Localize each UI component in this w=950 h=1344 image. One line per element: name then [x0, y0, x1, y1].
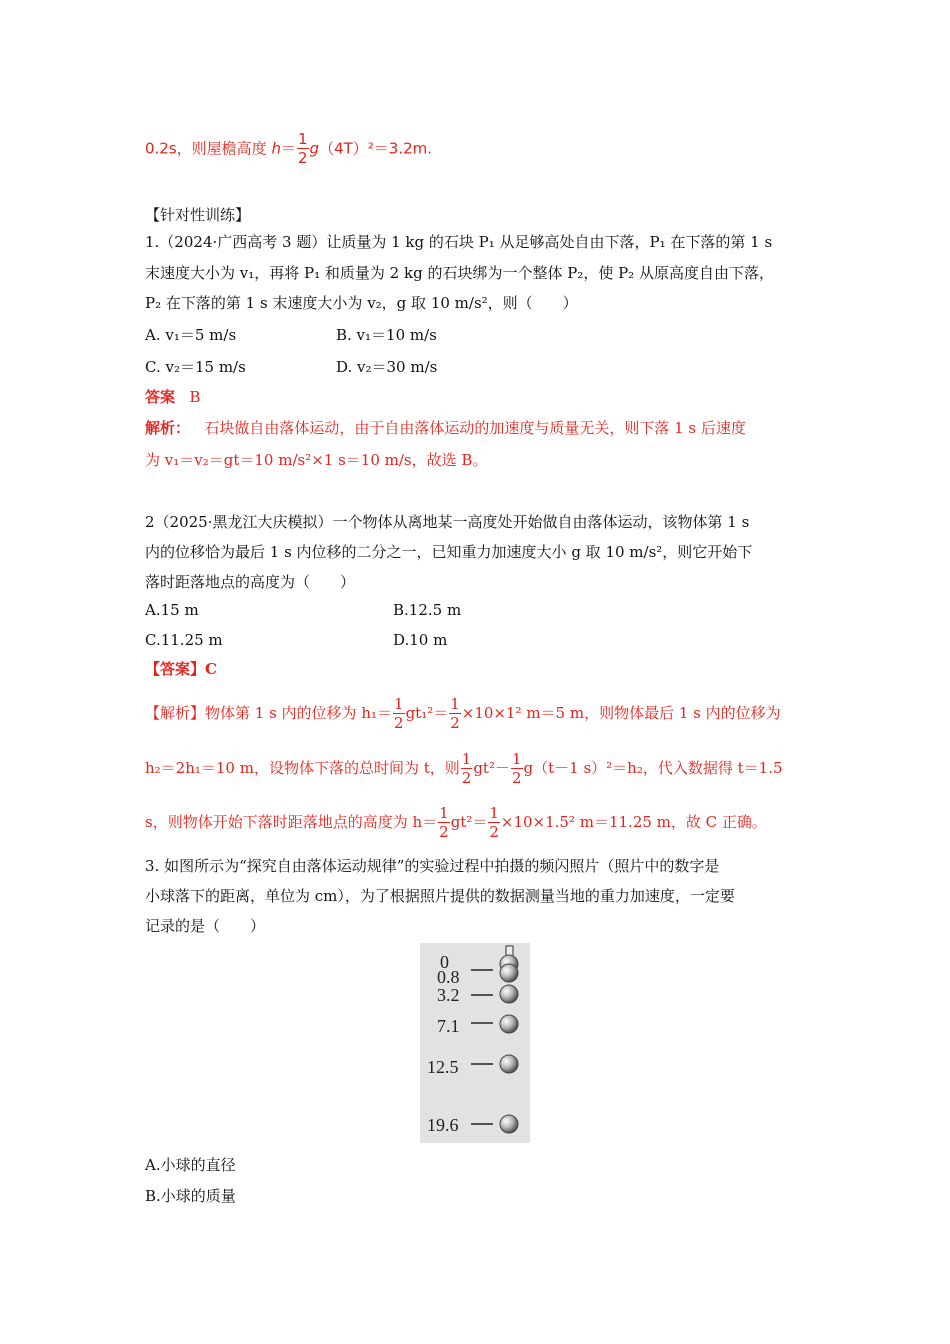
distance-label-5: 19.6 [427, 1115, 459, 1135]
strobe-photo [420, 943, 530, 1143]
distance-label-0: 0 [440, 952, 449, 972]
frac-num: 1 [489, 804, 499, 822]
q1-answer-value: B [189, 388, 201, 406]
q1-line-1: 1.（2024·广西高考 3 题）让质量为 1 kg 的石块 P₁ 从足够高处自由下落，P₁ 在下落的第 1 s [145, 233, 773, 251]
q1-line-2: 末速度大小为 v₁，再将 P₁ 和质量为 2 kg 的石块绑为一个整体 P₂，使 P₂ 从原高度自由下落， [145, 264, 774, 282]
q2-analysis-3c: ×10×1.5² m＝11.25 m，故 C 正确。 [500, 813, 767, 831]
q2-analysis-2b: gt²－ [473, 759, 510, 777]
q3-line-2: 小球落下的距离，单位为 cm），为了根据照片提供的数据测量当地的重力加速度，一定要 [145, 887, 735, 905]
ball-5 [500, 1115, 518, 1133]
fraction-half [297, 132, 309, 166]
fraction-half [461, 752, 473, 786]
q3-option-b[interactable]: B.小球的质量 [145, 1187, 236, 1205]
fraction-half [393, 697, 405, 731]
distance-label-1: 0.8 [437, 967, 460, 987]
frac-den: 2 [439, 823, 449, 841]
frac-num: 1 [450, 695, 460, 713]
fraction-half [438, 806, 450, 840]
frac-num: 1 [461, 750, 472, 768]
q2-analysis-3b: gt²＝ [450, 813, 488, 831]
q2-line-2: 内的位移恰为最后 1 s 内位移的二分之一，已知重力加速度大小 g 取 10 m/s²，则它开始下 [145, 543, 753, 561]
distance-label-3: 7.1 [437, 1016, 460, 1036]
ball-2 [500, 985, 518, 1003]
ball-3 [500, 1015, 518, 1033]
q2-analysis-2a: h₂＝2h₁＝10 m，设物体下落的总时间为 t，则 [145, 759, 460, 777]
q1-analysis-label: 解析： [145, 419, 191, 437]
frac-den: 2 [450, 714, 460, 732]
frac-den: 2 [297, 149, 308, 167]
q2-option-d[interactable]: D.10 m [393, 631, 448, 649]
frac-num: 1 [297, 130, 308, 148]
frac-den: 2 [489, 823, 499, 841]
q2-analysis-1 [145, 694, 781, 732]
distance-label-2: 3.2 [437, 985, 460, 1005]
strobe-photo-svg [420, 943, 530, 1143]
frac-num: 1 [511, 750, 522, 768]
frac-den: 2 [511, 769, 522, 787]
ball-holder [506, 946, 513, 956]
fraction-half [449, 697, 461, 731]
fraction-half [488, 806, 500, 840]
intro-eq: ＝ [280, 139, 296, 158]
q2-analysis-1b: gt₁²＝ [405, 704, 449, 722]
frac-den: 2 [394, 714, 404, 732]
q2-analysis-label: 【解析】 [145, 704, 206, 722]
q1-line-3: P₂ 在下落的第 1 s 末速度大小为 v₂，g 取 10 m/s²，则（ ） [145, 294, 578, 312]
q1-option-c[interactable]: C. v₂＝15 m/s [145, 358, 246, 376]
q2-line-3: 落时距落地点的高度为（ ） [145, 573, 356, 591]
ball-1 [500, 964, 518, 982]
q2-answer: 【答案】C [145, 660, 217, 678]
distance-label-4: 12.5 [427, 1057, 459, 1077]
q1-analysis-1 [145, 418, 746, 438]
q2-option-a[interactable]: A.15 m [145, 601, 199, 619]
frac-num: 1 [394, 695, 404, 713]
q1-analysis-text-1: 石块做自由落体运动，由于自由落体运动的加速度与质量无关，则下落 1 s 后速度 [204, 419, 746, 437]
ball-4 [500, 1055, 518, 1073]
intro-g: g [309, 139, 320, 158]
q1-option-b[interactable]: B. v₁＝10 m/s [336, 326, 437, 344]
intro-line [145, 132, 432, 166]
q2-analysis-3 [145, 803, 767, 841]
intro-h: h [271, 139, 281, 158]
q2-line-1: 2（2025·黑龙江大庆模拟）一个物体从离地某一高度处开始做自由落体运动，该物体第 1 s [145, 513, 750, 531]
frac-den: 2 [461, 769, 472, 787]
q1-analysis-2: 为 v₁＝v₂＝gt＝10 m/s²×1 s＝10 m/s，故选 B。 [145, 451, 488, 469]
q2-analysis-3a: s，则物体开始下落时距落地点的高度为 h＝ [145, 813, 438, 831]
q3-line-3: 记录的是（ ） [145, 917, 266, 935]
fraction-half [511, 752, 523, 786]
q2-option-b[interactable]: B.12.5 m [393, 601, 462, 619]
q1-answer [145, 387, 200, 407]
q2-option-c[interactable]: C.11.25 m [145, 631, 223, 649]
q3-option-a[interactable]: A.小球的直径 [145, 1156, 236, 1174]
q1-answer-label: 答案 [145, 388, 176, 406]
q2-analysis-2 [145, 749, 783, 787]
frac-num: 1 [439, 804, 449, 822]
intro-prefix: 0.2s，则屋檐高度 [145, 139, 272, 158]
q2-analysis-2c: g（t－1 s）²＝h₂，代入数据得 t＝1.5 [523, 759, 783, 777]
section-title: 【针对性训练】 [145, 206, 251, 224]
q1-option-a[interactable]: A. v₁＝5 m/s [145, 326, 237, 344]
q1-option-d[interactable]: D. v₂＝30 m/s [336, 358, 438, 376]
intro-rest: （4T）²＝3.2m. [319, 139, 433, 158]
q2-analysis-1a: 物体第 1 s 内的位移为 h₁＝ [205, 704, 393, 722]
q3-line-1: 3. 如图所示为“探究自由落体运动规律”的实验过程中拍摄的频闪照片（照片中的数字是 [145, 857, 720, 875]
q2-analysis-1c: ×10×1² m＝5 m，则物体最后 1 s 内的位移为 [461, 704, 781, 722]
